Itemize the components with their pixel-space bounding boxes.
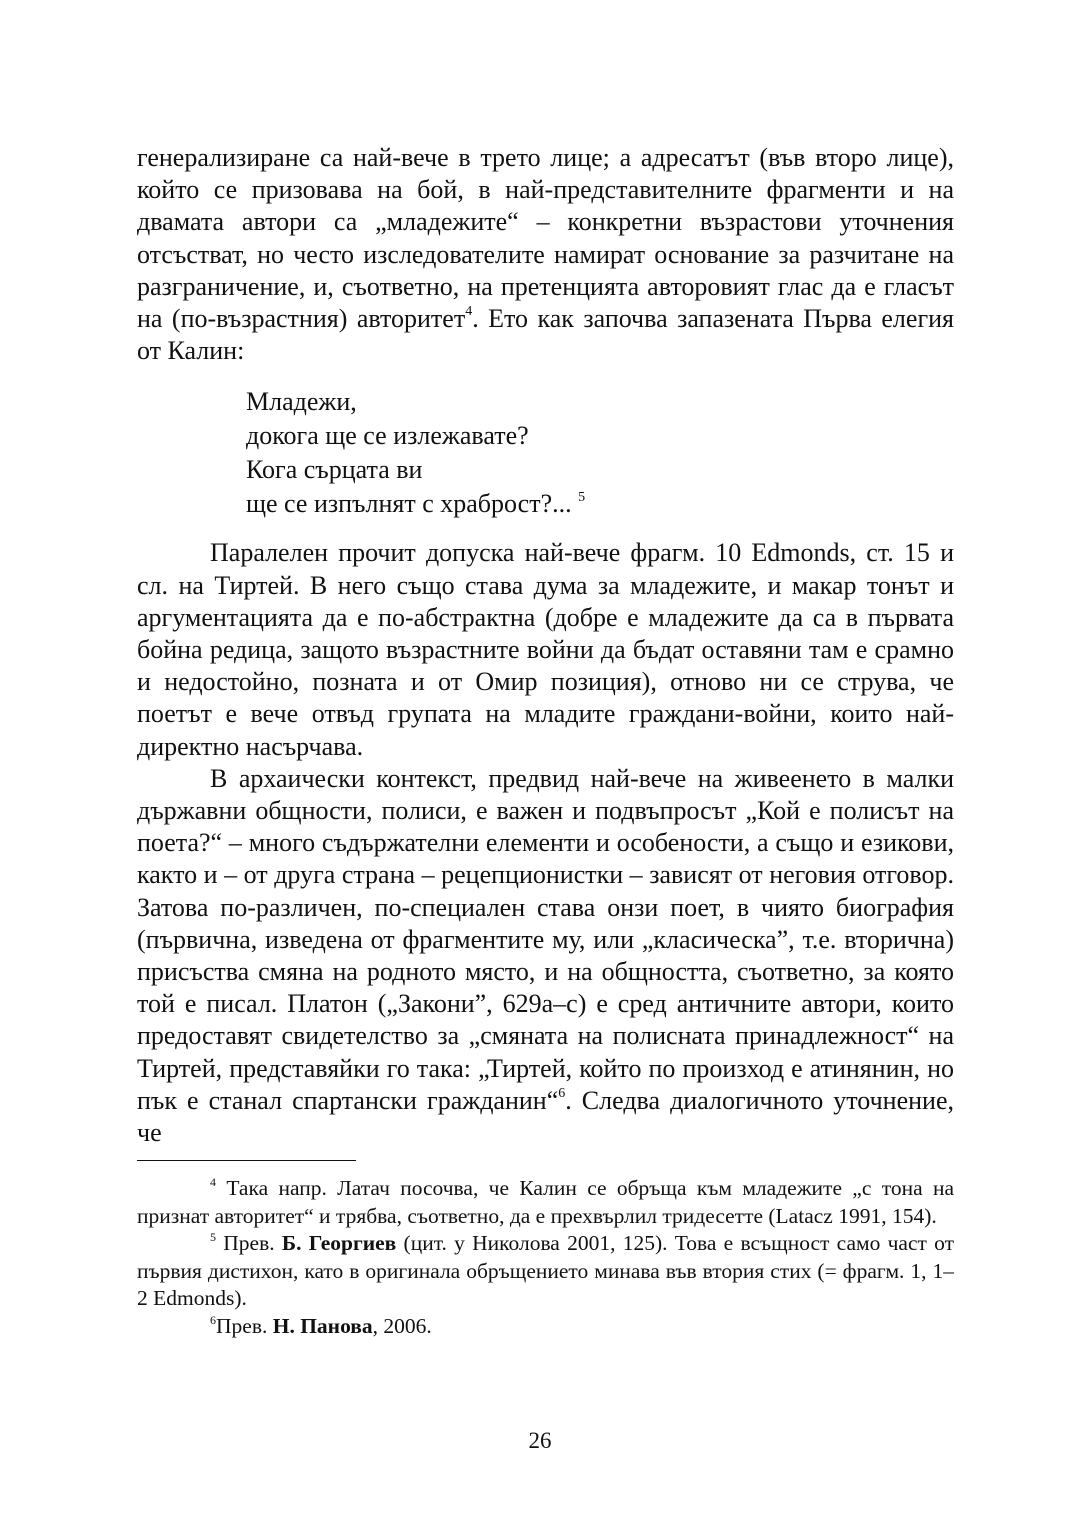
- paragraph-1-text: генерализиране са най-вече в трето лице; а адресатът (във второ лице), който се призовава на бой, в най-представителните фрагменти и на двамата автори са „младежите“ – конкретни възрастови уточнения отсъстват, но често изследователите намират основание за разчитане на разграничение, и, съответно, на претенцията авторовият глас да е гласът на (по-възрастния) авторитет: [137, 143, 954, 334]
- footnote-prefix: Прев.: [216, 1313, 268, 1338]
- footnote-ref-4[interactable]: 4: [465, 304, 473, 320]
- footnote-number: 5: [210, 1230, 216, 1245]
- paragraph-3-text-end: . Следва диалогичното уточнение, че: [137, 1085, 954, 1148]
- page-body: [137, 142, 954, 1340]
- footnote-6: [137, 1313, 954, 1341]
- footnote-number: 4: [210, 1175, 216, 1190]
- translator-name: Б. Георгиев: [281, 1231, 397, 1256]
- footnote-4: [137, 1175, 954, 1230]
- footnote-ref-5[interactable]: 5: [578, 489, 586, 505]
- paragraph-2: Паралелен прочит допуска най-вече фрагм. 10 Edmonds, ст. 15 и сл. на Тиртей. В него също става дума за младежите, и макар тонът и аргументацията да е по-абстрактна (добре е младежите да са в първата бойна редица, защото възрастните войни да бъдат оставяни там е срамно и недостойно, позната и от Омир позиция), отново ни се струва, че поетът е вече отвъд групата на младите граждани-войни, които най-директно насърчава.: [137, 538, 954, 761]
- verse-line: докога ще се излежавате?: [246, 421, 529, 451]
- footnote-5: [137, 1230, 954, 1313]
- paragraph-1-text-end: . Ето как започва запазената Първа елегия от Калин:: [137, 304, 954, 366]
- footnote-text: (цит. у Николова 2001, 125). Това е всъщност само част от първия дистихон, като в оригинала обръщението минава във втория стих (= фрагм. 1, 1–2 Edmonds).: [137, 1231, 955, 1311]
- translator-name: Н. Панова: [272, 1313, 373, 1338]
- footnote-divider: [137, 1160, 356, 1161]
- verse-line-text: ще се изпълнят с храброст?...: [246, 489, 572, 519]
- footnote-number: 6: [210, 1312, 216, 1327]
- footnote-text: Така напр. Латач посочва, че Калин се обръща към младежите „с тона на признат авторитет“ и трябва, съответно, да е прехвърлил тридесетте (Latacz 1991, 154).: [137, 1176, 954, 1228]
- paragraph-3: [137, 763, 954, 1149]
- footnote-text: , 2006.: [372, 1313, 432, 1338]
- paragraph-1: [137, 142, 954, 367]
- verse-line: Младежи,: [246, 387, 357, 417]
- verse-line: [246, 487, 954, 521]
- page-number: 26: [528, 1428, 552, 1453]
- footnote-prefix: Прев.: [223, 1231, 275, 1256]
- verse-line: Кога сърцата ви: [246, 455, 423, 485]
- footnote-ref-6[interactable]: 6: [558, 1086, 566, 1102]
- verse-quote: [246, 385, 954, 521]
- paragraph-3-text: В архаически контекст, предвид най-вече на живеенето в малки държавни общности, полиси, е важен и подвъпросът „Кой е полисът на поета?“ – много съдържателни елементи и особености, а също и езикови, както и – от друга страна – рецепционистки – зависят от неговия отговор. Затова по-различен, по-специален става онзи поет, в чиято биография (първична, изведена от фрагментите му, или „класическа”, т.е. вторична) присъства смяна на родното място, и на общността, съответно, за която той е писал. Платон („Закони”, 629а–с) е сред античните автори, които предоставят свидетелство за „смяната на полисната принадлежност“ на Тиртей, представяйки го така: „Тиртей, който по произход е атинянин, но пък е станал спартански гражданин“: [137, 763, 954, 1115]
